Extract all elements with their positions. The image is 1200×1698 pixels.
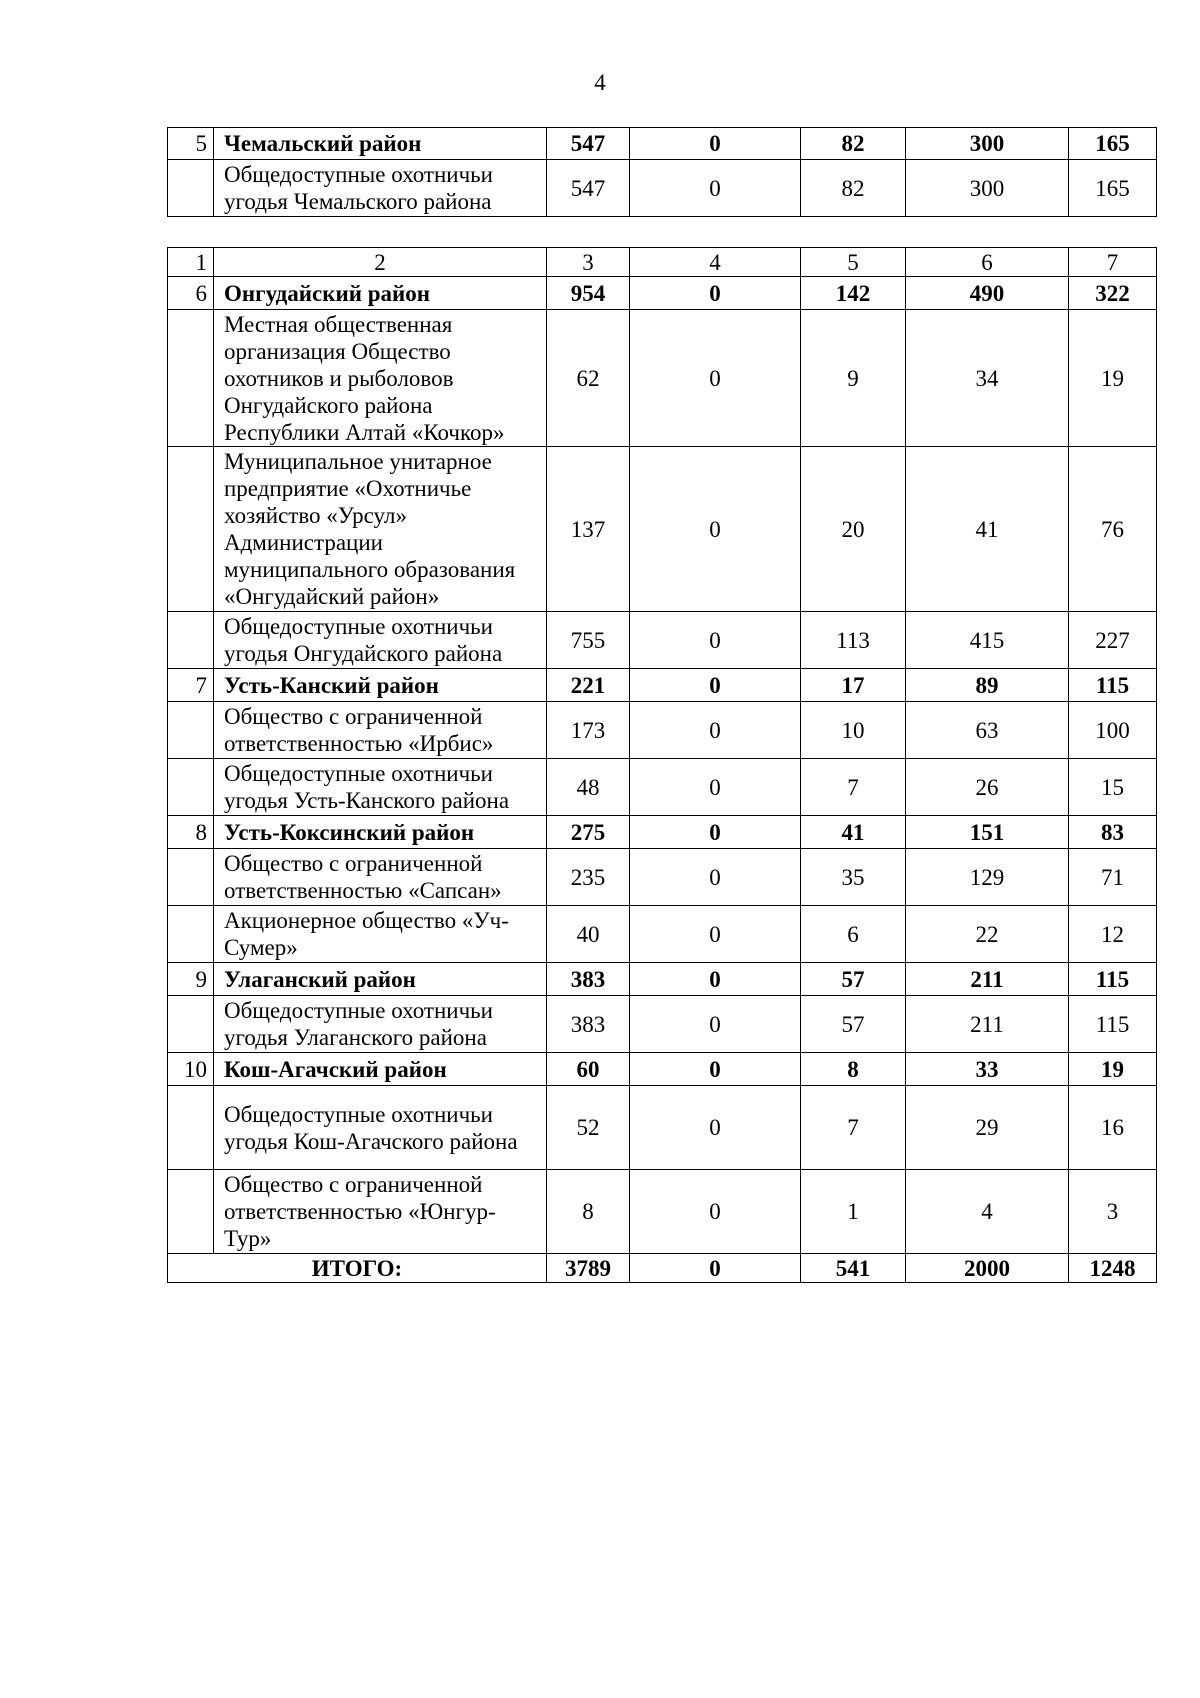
page-number: 4 — [594, 70, 606, 95]
total-row — [168, 1254, 1157, 1283]
value-col-6: 63 — [906, 702, 1069, 759]
row-index — [168, 310, 214, 447]
value-col-4: 0 — [630, 702, 801, 759]
organization-row — [168, 996, 1157, 1053]
district-row — [168, 277, 1157, 310]
value-col-7: 16 — [1069, 1086, 1157, 1170]
value-col-3: 954 — [547, 277, 630, 310]
value-col-6: 22 — [906, 906, 1069, 963]
value-col-4: 0 — [630, 849, 801, 906]
column-number-5: 5 — [801, 248, 906, 277]
value-col-7: 227 — [1069, 612, 1157, 669]
column-number-3: 3 — [547, 248, 630, 277]
main-table — [167, 247, 1157, 1283]
value-col-7: 19 — [1069, 310, 1157, 447]
total-value-col-3: 3789 — [547, 1254, 630, 1283]
organization-name: Общедоступные охотничьи угодья Кош-Агачского района — [214, 1086, 547, 1170]
value-col-5: 113 — [801, 612, 906, 669]
value-col-4: 0 — [630, 447, 801, 612]
value-col-6: 33 — [906, 1053, 1069, 1086]
value-col-4: 0 — [630, 669, 801, 702]
value-col-5: 9 — [801, 310, 906, 447]
value-col-5: 82 — [801, 128, 906, 160]
row-index — [168, 160, 214, 217]
value-col-6: 29 — [906, 1086, 1069, 1170]
value-col-7: 15 — [1069, 759, 1157, 816]
row-index — [168, 1086, 214, 1170]
district-row — [168, 816, 1157, 849]
value-col-4: 0 — [630, 759, 801, 816]
organization-name: Акционерное общество «Уч-Сумер» — [214, 906, 547, 963]
column-number-1: 1 — [168, 248, 214, 277]
row-index — [168, 996, 214, 1053]
value-col-3: 383 — [547, 996, 630, 1053]
organization-name: Общедоступные охотничьи угодья Улаганского района — [214, 996, 547, 1053]
organization-name: Общедоступные охотничьи угодья Чемальского района — [214, 160, 547, 217]
organization-name: Местная общественная организация Общество охотников и рыболовов Онгудайского района Республики Алтай «Кочкор» — [214, 310, 547, 447]
organization-name: Общество с ограниченной ответственностью «Сапсан» — [214, 849, 547, 906]
value-col-6: 300 — [906, 160, 1069, 217]
value-col-5: 7 — [801, 759, 906, 816]
value-col-3: 547 — [547, 128, 630, 160]
value-col-6: 89 — [906, 669, 1069, 702]
district-row — [168, 963, 1157, 996]
value-col-3: 547 — [547, 160, 630, 217]
value-col-7: 83 — [1069, 816, 1157, 849]
value-col-4: 0 — [630, 612, 801, 669]
row-index: 8 — [168, 816, 214, 849]
organization-row — [168, 612, 1157, 669]
value-col-5: 35 — [801, 849, 906, 906]
value-col-6: 211 — [906, 963, 1069, 996]
value-col-7: 115 — [1069, 669, 1157, 702]
row-index: 7 — [168, 669, 214, 702]
value-col-5: 8 — [801, 1053, 906, 1086]
row-index — [168, 759, 214, 816]
row-index — [168, 906, 214, 963]
value-col-6: 415 — [906, 612, 1069, 669]
value-col-4: 0 — [630, 996, 801, 1053]
district-row — [168, 128, 1157, 160]
district-row — [168, 1053, 1157, 1086]
top-table-body — [168, 128, 1157, 217]
organization-name: Муниципальное унитарное предприятие «Охотничье хозяйство «Урсул» Администрации муниципального образования «Онгудайский район» — [214, 447, 547, 612]
value-col-6: 490 — [906, 277, 1069, 310]
value-col-7: 165 — [1069, 160, 1157, 217]
row-index: 9 — [168, 963, 214, 996]
value-col-7: 19 — [1069, 1053, 1157, 1086]
column-number-header-row — [168, 248, 1157, 277]
value-col-3: 235 — [547, 849, 630, 906]
value-col-7: 115 — [1069, 963, 1157, 996]
value-col-6: 129 — [906, 849, 1069, 906]
value-col-7: 322 — [1069, 277, 1157, 310]
column-number-6: 6 — [906, 248, 1069, 277]
value-col-6: 26 — [906, 759, 1069, 816]
district-name: Усть-Канский район — [214, 669, 547, 702]
row-index: 10 — [168, 1053, 214, 1086]
district-name: Усть-Коксинский район — [214, 816, 547, 849]
row-index: 6 — [168, 277, 214, 310]
value-col-3: 8 — [547, 1170, 630, 1254]
value-col-6: 34 — [906, 310, 1069, 447]
value-col-3: 40 — [547, 906, 630, 963]
district-name: Улаганский район — [214, 963, 547, 996]
value-col-4: 0 — [630, 1053, 801, 1086]
district-name: Чемальский район — [214, 128, 547, 160]
organization-row — [168, 160, 1157, 217]
organization-row — [168, 447, 1157, 612]
organization-name: Общество с ограниченной ответственностью «Юнгур-Тур» — [214, 1170, 547, 1254]
value-col-7: 12 — [1069, 906, 1157, 963]
value-col-4: 0 — [630, 816, 801, 849]
value-col-6: 4 — [906, 1170, 1069, 1254]
value-col-7: 76 — [1069, 447, 1157, 612]
value-col-3: 48 — [547, 759, 630, 816]
value-col-3: 137 — [547, 447, 630, 612]
column-number-2: 2 — [214, 248, 547, 277]
value-col-5: 17 — [801, 669, 906, 702]
value-col-5: 57 — [801, 996, 906, 1053]
row-index — [168, 849, 214, 906]
value-col-4: 0 — [630, 160, 801, 217]
value-col-3: 275 — [547, 816, 630, 849]
value-col-5: 57 — [801, 963, 906, 996]
organization-row — [168, 849, 1157, 906]
value-col-6: 300 — [906, 128, 1069, 160]
value-col-7: 165 — [1069, 128, 1157, 160]
organization-row — [168, 759, 1157, 816]
organization-row — [168, 1170, 1157, 1254]
top-table — [167, 127, 1157, 217]
value-col-4: 0 — [630, 310, 801, 447]
column-number-4: 4 — [630, 248, 801, 277]
value-col-3: 755 — [547, 612, 630, 669]
value-col-7: 100 — [1069, 702, 1157, 759]
organization-row — [168, 310, 1157, 447]
main-table-body — [168, 248, 1157, 1283]
value-col-4: 0 — [630, 906, 801, 963]
value-col-4: 0 — [630, 1170, 801, 1254]
row-index — [168, 447, 214, 612]
organization-name: Общество с ограниченной ответственностью «Ирбис» — [214, 702, 547, 759]
row-index — [168, 702, 214, 759]
value-col-3: 173 — [547, 702, 630, 759]
value-col-7: 115 — [1069, 996, 1157, 1053]
value-col-3: 52 — [547, 1086, 630, 1170]
organization-row — [168, 1086, 1157, 1170]
value-col-5: 10 — [801, 702, 906, 759]
total-label: ИТОГО: — [168, 1254, 547, 1283]
column-number-7: 7 — [1069, 248, 1157, 277]
value-col-6: 41 — [906, 447, 1069, 612]
value-col-7: 71 — [1069, 849, 1157, 906]
total-value-col-6: 2000 — [906, 1254, 1069, 1283]
value-col-3: 383 — [547, 963, 630, 996]
value-col-5: 6 — [801, 906, 906, 963]
organization-row — [168, 906, 1157, 963]
value-col-5: 82 — [801, 160, 906, 217]
row-index: 5 — [168, 128, 214, 160]
total-value-col-5: 541 — [801, 1254, 906, 1283]
value-col-5: 41 — [801, 816, 906, 849]
value-col-3: 60 — [547, 1053, 630, 1086]
value-col-5: 20 — [801, 447, 906, 612]
value-col-5: 142 — [801, 277, 906, 310]
district-row — [168, 669, 1157, 702]
value-col-4: 0 — [630, 128, 801, 160]
organization-name: Общедоступные охотничьи угодья Усть-Канского района — [214, 759, 547, 816]
organization-name: Общедоступные охотничьи угодья Онгудайского района — [214, 612, 547, 669]
value-col-6: 151 — [906, 816, 1069, 849]
value-col-4: 0 — [630, 277, 801, 310]
value-col-3: 221 — [547, 669, 630, 702]
value-col-6: 211 — [906, 996, 1069, 1053]
district-name: Онгудайский район — [214, 277, 547, 310]
row-index — [168, 612, 214, 669]
total-value-col-4: 0 — [630, 1254, 801, 1283]
organization-row — [168, 702, 1157, 759]
value-col-5: 7 — [801, 1086, 906, 1170]
value-col-5: 1 — [801, 1170, 906, 1254]
value-col-4: 0 — [630, 963, 801, 996]
value-col-7: 3 — [1069, 1170, 1157, 1254]
total-value-col-7: 1248 — [1069, 1254, 1157, 1283]
district-name: Кош-Агачский район — [214, 1053, 547, 1086]
value-col-4: 0 — [630, 1086, 801, 1170]
row-index — [168, 1170, 214, 1254]
value-col-3: 62 — [547, 310, 630, 447]
